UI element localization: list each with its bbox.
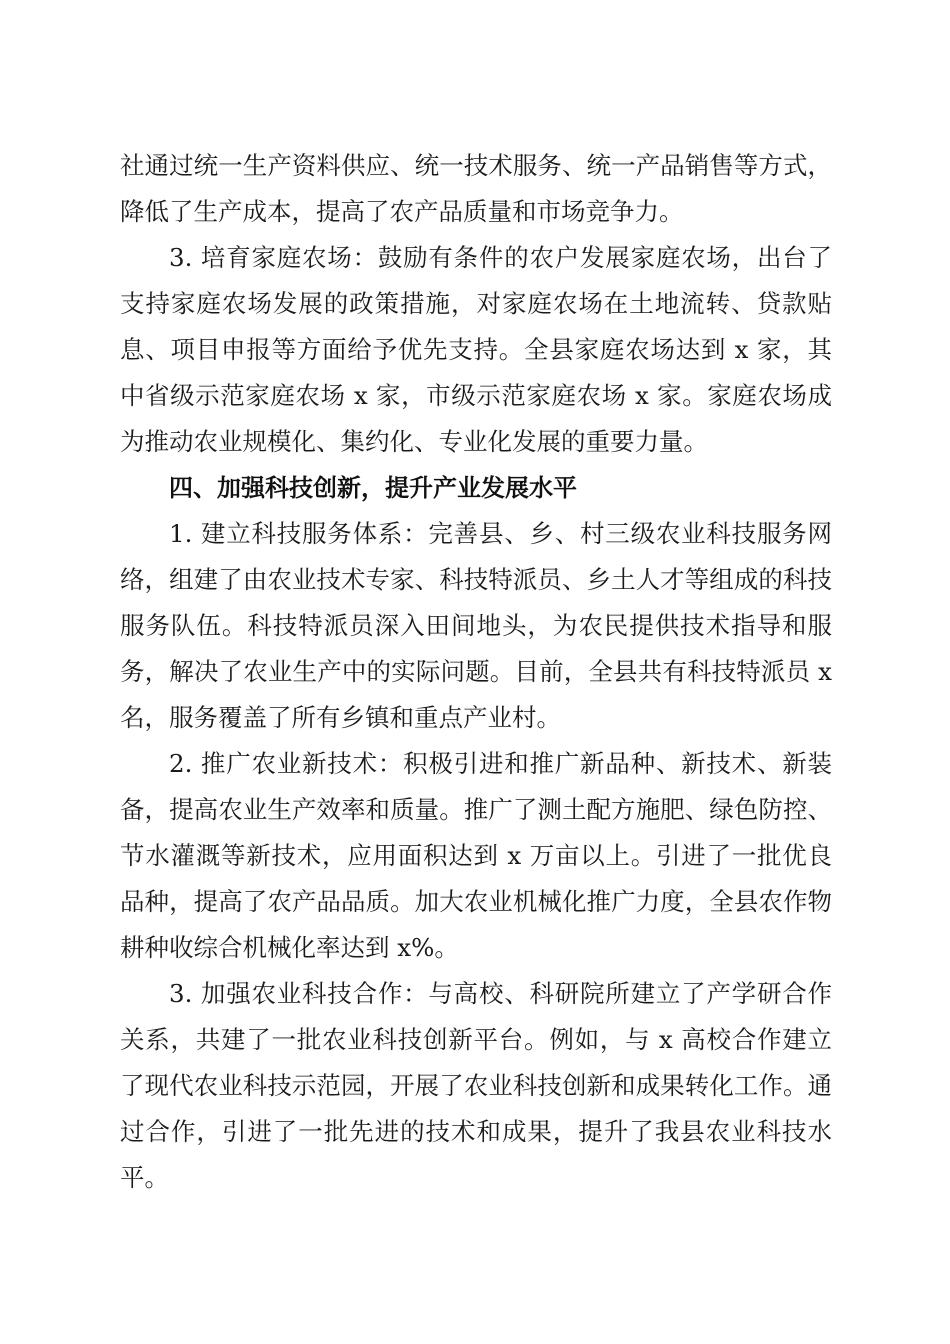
paragraph-new-tech: 2. 推广农业新技术：积极引进和推广新品种、新技术、新装备，提高农业生产效率和质量。推广了测土配方施肥、绿色防控、节水灌溉等新技术，应用面积达到 x 万亩以上。引进了一批优良品种，提高了农产品品质。加大农业机械化推广力度，全县农作物耕种收综合机械化率达到 x%。 [120, 749, 832, 962]
document-body [120, 143, 832, 1201]
paragraph-family-farm: 3. 培育家庭农场：鼓励有条件的农户发展家庭农场，出台了支持家庭农场发展的政策措施，对家庭农场在土地流转、贷款贴息、项目申报等方面给予优先支持。全县家庭农场达到 x 家，其中省级示范家庭农场 x 家，市级示范家庭农场 x 家。家庭农场成为推动农业规模化、集约化、专业化发展的重要力量。 [120, 243, 832, 456]
paragraph-continued: 社通过统一生产资料供应、统一技术服务、统一产品销售等方式，降低了生产成本，提高了农产品质量和市场竞争力。 [120, 151, 832, 226]
paragraph-tech-service: 1. 建立科技服务体系：完善县、乡、村三级农业科技服务网络，组建了由农业技术专家、科技特派员、乡土人才等组成的科技服务队伍。科技特派员深入田间地头，为农民提供技术指导和服务，解决了农业生产中的实际问题。目前，全县共有科技特派员 x 名，服务覆盖了所有乡镇和重点产业村。 [120, 519, 832, 732]
paragraph-cooperation: 3. 加强农业科技合作：与高校、科研院所建立了产学研合作关系，共建了一批农业科技创新平台。例如，与 x 高校合作建立了现代农业科技示范园，开展了农业科技创新和成果转化工作。通过合作，引进了一批先进的技术和成果，提升了我县农业科技水平。 [120, 979, 832, 1192]
section-heading: 四、加强科技创新，提升产业发展水平 [169, 474, 577, 502]
